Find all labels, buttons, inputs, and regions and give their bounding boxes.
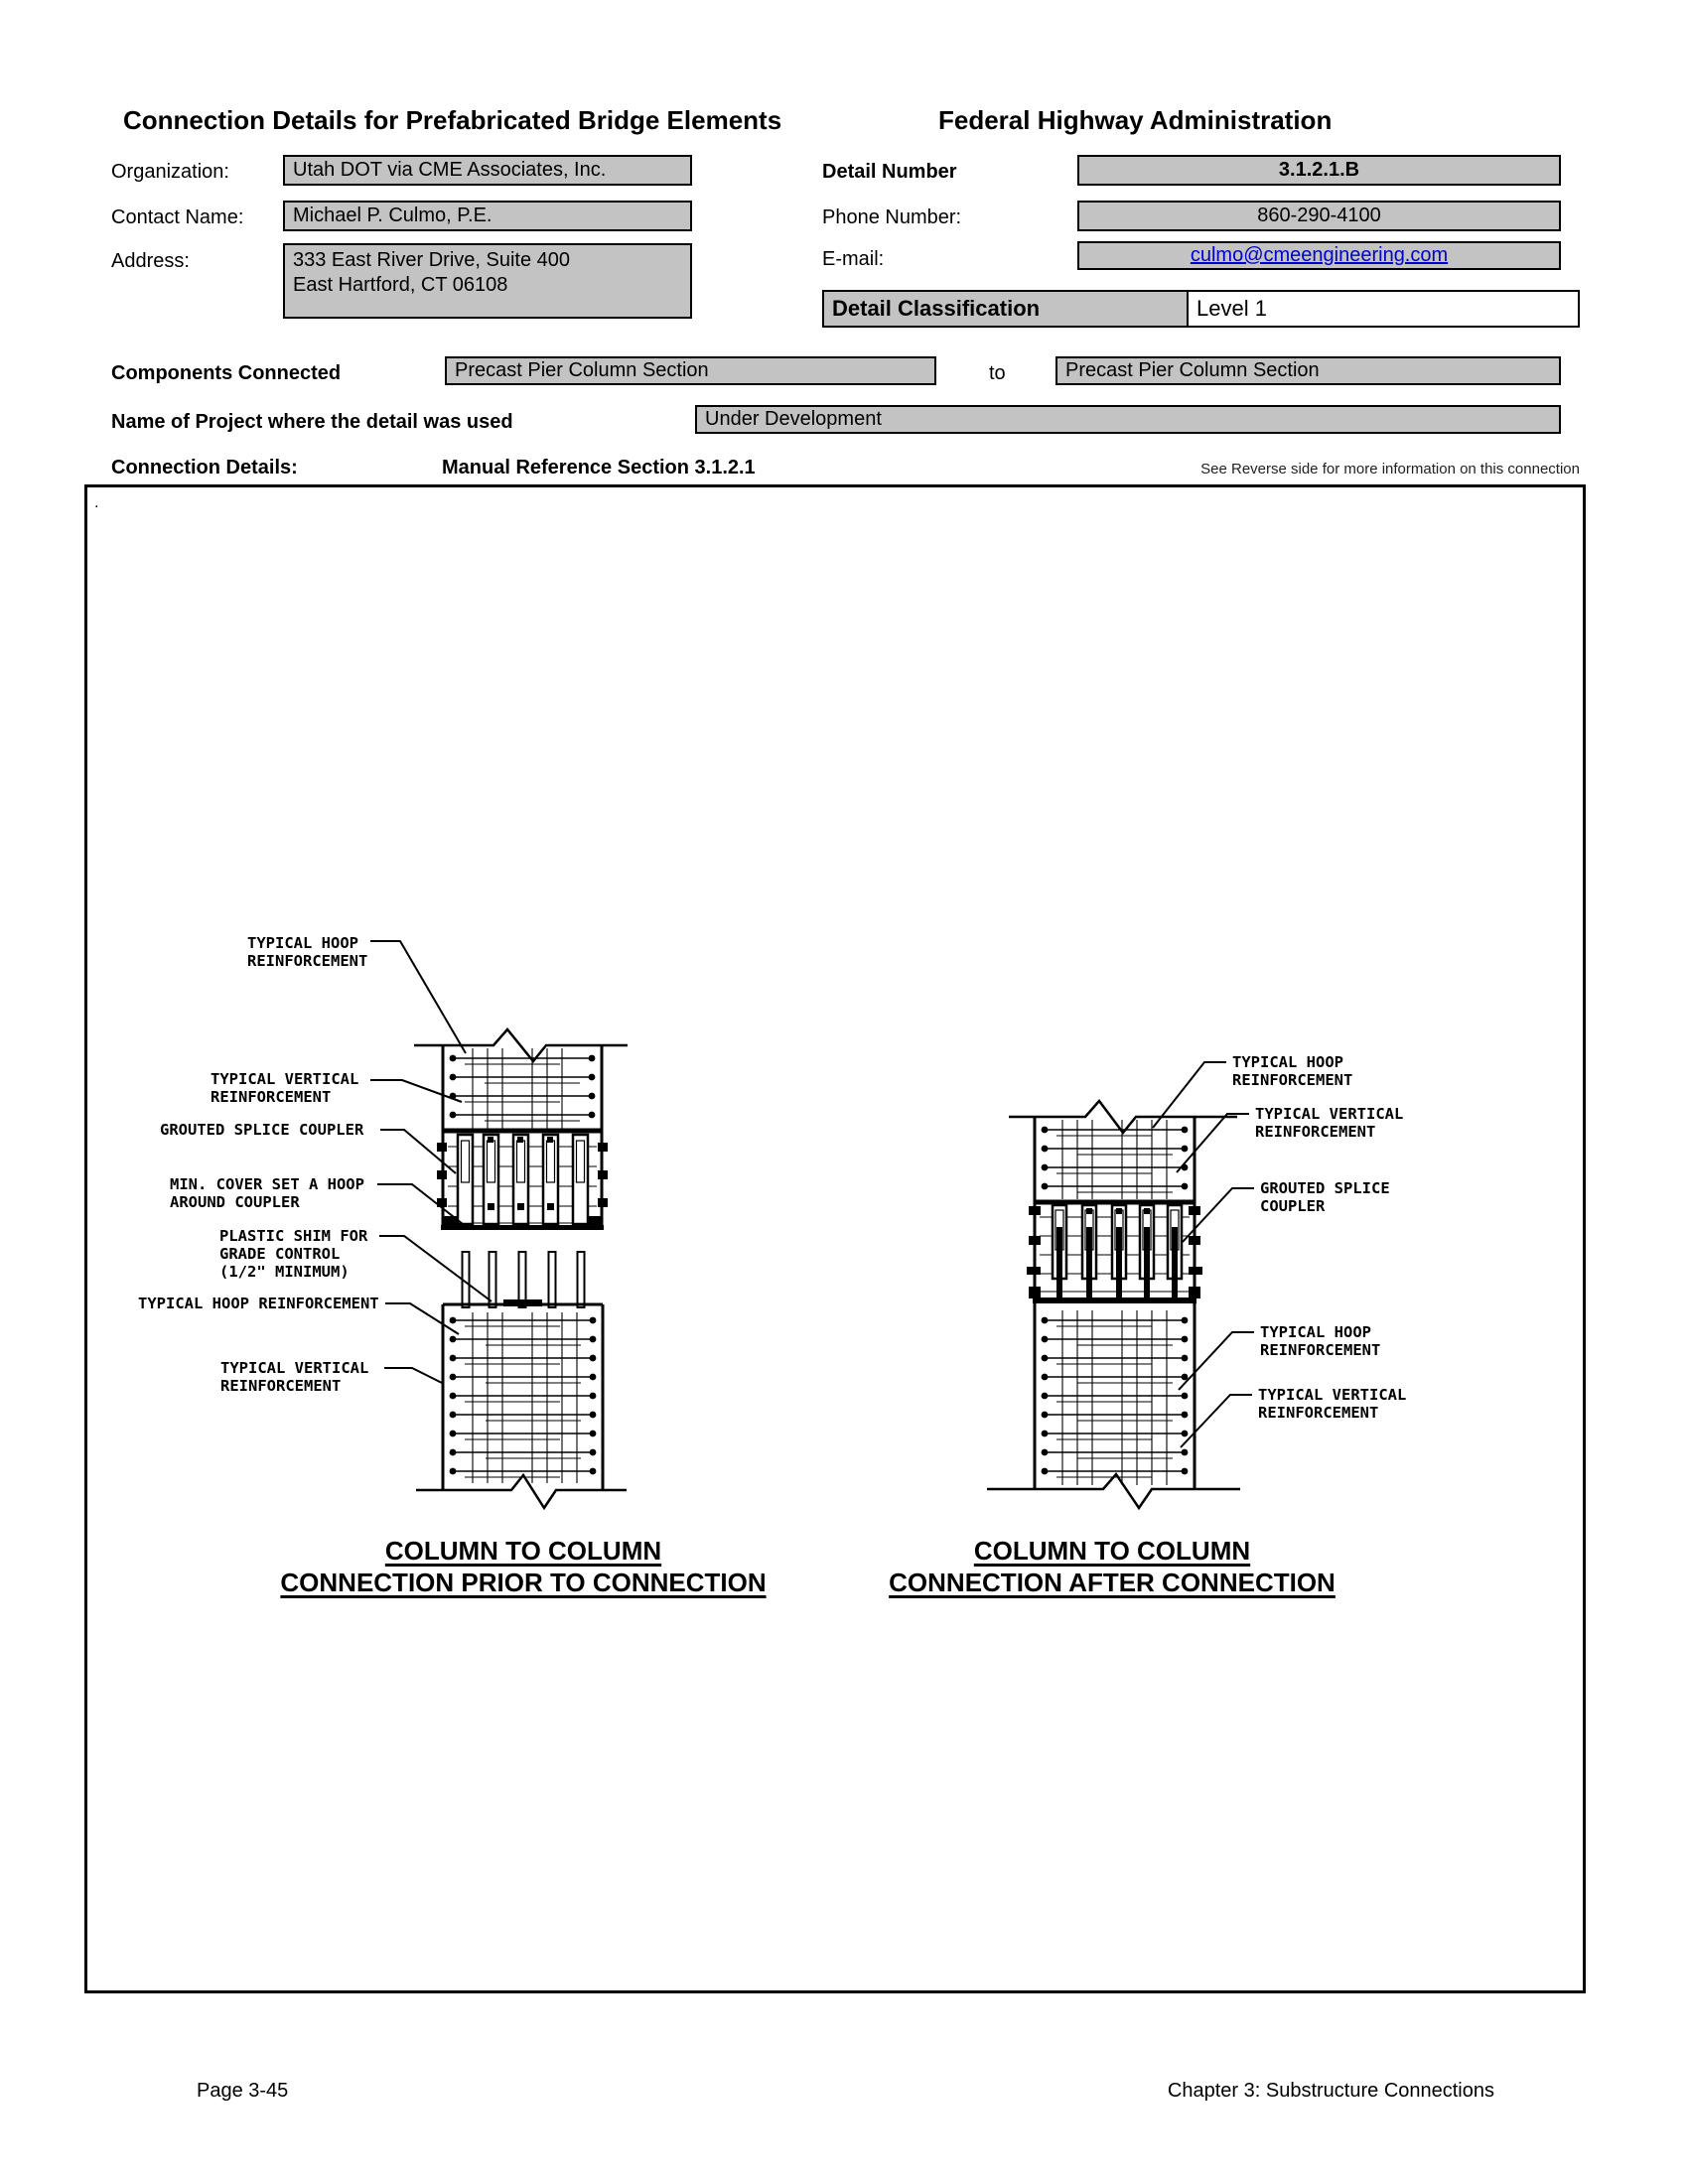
address-field	[283, 243, 692, 319]
component-from-field	[445, 356, 936, 385]
break-line	[414, 1029, 628, 1061]
caption-line: COLUMN TO COLUMN	[384, 1536, 662, 1566]
address-line1: 333 East River Drive, Suite 400	[293, 249, 571, 271]
callout-label: TYPICAL HOOP REINFORCEMENT	[138, 1295, 379, 1312]
page-number: Page 3-45	[197, 2080, 289, 2102]
address-label: Address:	[111, 250, 190, 272]
contact-name-field	[283, 201, 692, 231]
detail-number-field	[1077, 155, 1561, 186]
break-line	[987, 1474, 1240, 1508]
detail-classification-label: Detail Classification	[832, 296, 1041, 321]
left-upper-column	[414, 1029, 628, 1229]
right-column	[987, 1101, 1240, 1508]
component-to-field	[1055, 356, 1561, 385]
grouted-splice-couplers-left	[458, 1135, 588, 1224]
left-drawing-caption	[275, 1535, 772, 1598]
callout-label: TYPICAL VERTICAL	[211, 1070, 359, 1088]
contact-name-label: Contact Name:	[111, 206, 244, 228]
component-from-value: Precast Pier Column Section	[455, 359, 709, 381]
right-upper-rebar	[1042, 1120, 1189, 1199]
classification-level-value: Level 1	[1196, 296, 1267, 321]
project-field	[695, 405, 1561, 434]
agency-title: Federal Highway Administration	[938, 105, 1333, 135]
classification-level-cell	[1189, 292, 1578, 326]
detail-classification-cell	[824, 292, 1189, 326]
organization-field	[283, 155, 692, 186]
callout-label: REINFORCEMENT	[1232, 1071, 1353, 1089]
callout-label: TYPICAL HOOP	[1232, 1053, 1343, 1071]
callout-label: REINFORCEMENT	[220, 1377, 342, 1395]
project-value: Under Development	[705, 408, 882, 430]
callout-label: REINFORCEMENT	[1260, 1341, 1381, 1359]
callout-label: COUPLER	[1260, 1197, 1326, 1215]
components-to-word: to	[989, 362, 1006, 384]
organization-label: Organization:	[111, 161, 229, 183]
detail-number-label: Detail Number	[822, 161, 957, 183]
callout-label: REINFORCEMENT	[1258, 1404, 1379, 1422]
contact-name-value: Michael P. Culmo, P.E.	[293, 205, 492, 226]
phone-value: 860-290-4100	[1257, 205, 1381, 226]
left-lower-column	[416, 1299, 627, 1508]
left-dowel-bars	[463, 1252, 585, 1307]
phone-label: Phone Number:	[822, 206, 962, 228]
email-field	[1077, 241, 1561, 270]
caption-line: CONNECTION AFTER CONNECTION	[889, 1568, 1336, 1597]
callout-label: REINFORCEMENT	[247, 952, 368, 970]
connection-detail-drawing	[84, 484, 1586, 1993]
detail-classification-bar	[822, 290, 1580, 328]
left-lower-rebar	[450, 1312, 597, 1483]
callout-label: TYPICAL VERTICAL	[1258, 1386, 1407, 1404]
callout-label: PLASTIC SHIM FOR	[219, 1227, 368, 1245]
chapter-label: Chapter 3: Substructure Connections	[1167, 2080, 1494, 2102]
reverse-side-note: See Reverse side for more information on this connection	[1200, 461, 1580, 478]
manual-reference-label: Manual Reference Section 3.1.2.1	[442, 457, 756, 478]
right-drawing-caption	[864, 1535, 1360, 1598]
caption-line: CONNECTION PRIOR TO CONNECTION	[280, 1568, 767, 1597]
component-to-value: Precast Pier Column Section	[1065, 359, 1320, 381]
callout-label: REINFORCEMENT	[1255, 1123, 1376, 1141]
email-link[interactable]: culmo@cmeengineering.com	[1190, 244, 1449, 266]
caption-line: COLUMN TO COLUMN	[973, 1536, 1251, 1566]
callout-label: REINFORCEMENT	[211, 1088, 332, 1106]
project-label: Name of Project where the detail was used	[111, 411, 513, 433]
left-labels	[138, 934, 379, 1395]
callout-label: AROUND COUPLER	[170, 1193, 300, 1211]
corner-dot: .	[94, 494, 99, 511]
page-title: Connection Details for Prefabricated Bridge Elements	[123, 105, 782, 135]
right-labels	[1232, 1053, 1406, 1422]
callout-label: TYPICAL VERTICAL	[220, 1359, 369, 1377]
address-line2: East Hartford, CT 06108	[293, 274, 508, 296]
callout-label: MIN. COVER SET A HOOP	[170, 1175, 364, 1193]
left-upper-rebar	[450, 1048, 596, 1129]
email-label: E-mail:	[822, 248, 885, 270]
grouted-splice-couplers-right	[1053, 1205, 1182, 1300]
callout-label: GROUTED SPLICE	[1260, 1179, 1390, 1197]
plastic-shim	[503, 1299, 542, 1306]
callout-label: TYPICAL VERTICAL	[1255, 1105, 1404, 1123]
break-line	[416, 1475, 627, 1508]
connection-details-label: Connection Details:	[111, 457, 298, 478]
callout-label: GROUTED SPLICE COUPLER	[160, 1121, 364, 1139]
phone-field	[1077, 201, 1561, 231]
right-lower-rebar	[1042, 1310, 1189, 1485]
callout-label: TYPICAL HOOP	[1260, 1323, 1371, 1341]
callout-label: TYPICAL HOOP	[247, 934, 358, 952]
organization-value: Utah DOT via CME Associates, Inc.	[293, 159, 607, 181]
detail-number-value: 3.1.2.1.B	[1278, 159, 1360, 181]
components-connected-label: Components Connected	[111, 362, 342, 384]
callout-label: (1/2" MINIMUM)	[219, 1263, 350, 1281]
callout-label: GRADE CONTROL	[219, 1245, 341, 1263]
